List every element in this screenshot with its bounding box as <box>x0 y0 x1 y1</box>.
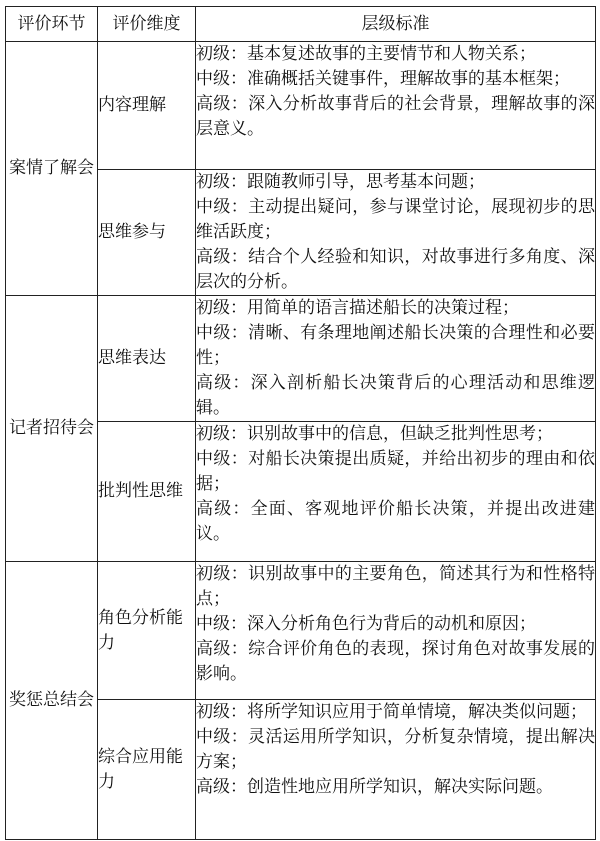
level-standard-cell <box>196 42 596 170</box>
stage-cell: 奖惩总结会 <box>6 562 98 840</box>
header-level-standard: 层级标准 <box>196 7 596 42</box>
stage-cell: 记者招待会 <box>6 296 98 562</box>
level-intermediate: 中级：对船长决策提出质疑，并给出初步的理由和依据； <box>196 449 595 494</box>
level-advanced: 高级：全面、客观地评价船长决策，并提出改进建议。 <box>196 499 595 544</box>
level-standard-cell <box>196 700 596 840</box>
level-advanced: 高级：深入剖析船长决策背后的心理活动和思维逻辑。 <box>196 373 595 418</box>
table-row <box>6 42 596 170</box>
level-primary: 初级：跟随教师引导，思考基本问题； <box>196 172 485 192</box>
level-primary: 初级：识别故事中的主要角色，简述其行为和性格特点； <box>196 564 595 609</box>
level-intermediate: 中级：主动提出疑问，参与课堂讨论，展现初步的思维活跃度； <box>196 197 595 242</box>
dimension-cell: 批判性思维 <box>98 422 196 562</box>
level-standard-cell <box>196 422 596 562</box>
level-primary: 初级：用简单的语言描述船长的决策过程； <box>196 298 519 318</box>
level-advanced: 高级：综合评价角色的表现，探讨角色对故事发展的影响。 <box>196 639 595 684</box>
dimension-cell: 思维参与 <box>98 170 196 296</box>
level-intermediate: 中级：灵活运用所学知识，分析复杂情境，提出解决方案； <box>196 727 595 772</box>
table-row <box>6 296 596 422</box>
level-standard-cell <box>196 562 596 700</box>
header-row <box>6 7 596 42</box>
evaluation-rubric-table <box>5 6 596 840</box>
level-advanced: 高级：创造性地应用所学知识，解决实际问题。 <box>196 777 553 797</box>
dimension-cell: 内容理解 <box>98 42 196 170</box>
level-standard-cell <box>196 296 596 422</box>
dimension-cell: 综合应用能力 <box>98 700 196 840</box>
level-intermediate: 中级：清晰、有条理地阐述船长决策的合理性和必要性； <box>196 323 595 368</box>
level-advanced: 高级：结合个人经验和知识，对故事进行多角度、深层次的分析。 <box>196 247 595 292</box>
level-primary: 初级：基本复述故事的主要情节和人物关系； <box>196 44 536 64</box>
table-row <box>6 562 596 700</box>
header-dimension: 评价维度 <box>98 7 196 42</box>
dimension-cell: 思维表达 <box>98 296 196 422</box>
level-primary: 初级：将所学知识应用于简单情境，解决类似问题； <box>196 702 587 722</box>
level-intermediate: 中级：深入分析角色行为背后的动机和原因； <box>196 614 536 634</box>
level-primary: 初级：识别故事中的信息，但缺乏批判性思考； <box>196 424 553 444</box>
level-standard-cell <box>196 170 596 296</box>
level-advanced: 高级：深入分析故事背后的社会背景，理解故事的深层意义。 <box>196 94 595 139</box>
header-stage: 评价环节 <box>6 7 98 42</box>
level-intermediate: 中级：准确概括关键事件，理解故事的基本框架； <box>196 69 570 89</box>
dimension-cell: 角色分析能力 <box>98 562 196 700</box>
stage-cell: 案情了解会 <box>6 42 98 296</box>
